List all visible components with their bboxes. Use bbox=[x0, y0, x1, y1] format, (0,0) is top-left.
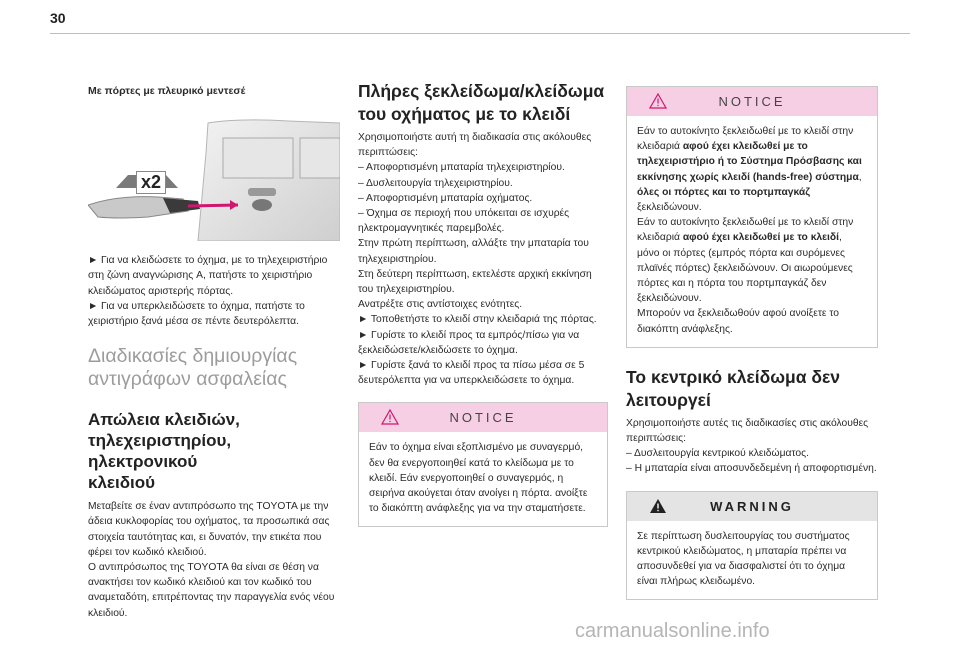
text: Εάν το αυτοκίνητο ξεκλειδωθεί με το κλειδί στην κλειδαριά bbox=[637, 126, 854, 153]
page-number: 30 bbox=[50, 10, 66, 26]
column-middle bbox=[358, 80, 608, 527]
warning-triangle-icon bbox=[381, 409, 399, 425]
heading-line: Απώλεια κλειδιών, bbox=[88, 410, 240, 430]
paragraph-dealer-recover: Ο αντιπρόσωπος της TOYOTA θα είναι σε θέση να ανακτήσει τον κωδικό κλειδιού και τον κωδικό του αναμεταδότη, επιτρέποντας την παραγγελία ενός νέου κλειδιού. bbox=[88, 562, 335, 619]
line: – Η μπαταρία είναι αποσυνδεδεμένη ή αποφορτισμένη. bbox=[626, 463, 877, 475]
line: Χρησιμοποιήστε αυτές τις διαδικασίες στις ακόλουθες περιπτώσεις: bbox=[626, 417, 869, 445]
warning-box bbox=[626, 491, 878, 601]
heading-full-unlock bbox=[358, 80, 608, 126]
line: – Αποφορτισμένη μπαταρία οχήματος. bbox=[358, 192, 533, 204]
line: ► Γυρίστε το κλειδί προς τα εμπρός/πίσω για να ξεκλειδώσετε/κλειδώσετε το όχημα. bbox=[358, 329, 580, 356]
van-door-illustration bbox=[88, 113, 340, 241]
notice-title: NOTICE bbox=[449, 410, 517, 426]
heading-line: Το κεντρικό κλείδωμα δεν bbox=[626, 366, 840, 387]
heading-line: κλειδιού bbox=[88, 473, 156, 493]
heading-central-locking bbox=[626, 366, 878, 412]
heading-line: του οχήματος με το κλειδί bbox=[358, 104, 571, 124]
notice-box-unlock bbox=[626, 86, 878, 348]
warning-triangle-icon bbox=[649, 93, 667, 109]
line: – Όχημα σε περιοχή που υπόκειται σε ισχυρές ηλεκτρομαγνητικές παρεμβολές. bbox=[358, 208, 570, 235]
line: – Δυσλειτουργία κεντρικού κλειδώματος. bbox=[626, 448, 809, 460]
notice-title: NOTICE bbox=[718, 94, 786, 109]
line: ► Τοποθετήστε το κλειδί στην κλειδαριά της πόρτας. bbox=[358, 314, 597, 326]
notice-box-alarm bbox=[358, 402, 608, 527]
line: Στην πρώτη περίπτωση, αλλάξτε την μπαταρία του τηλεχειριστηρίου. bbox=[358, 238, 589, 265]
subtitle-side-hinged: Με πόρτες με πλευρικό μεντεσέ bbox=[88, 85, 246, 97]
column-right bbox=[626, 80, 878, 600]
heading-lost-keys bbox=[88, 409, 340, 493]
heading-line: τηλεχειριστηρίου, ηλεκτρονικού bbox=[88, 431, 232, 472]
line: Στη δεύτερη περίπτωση, εκτελέστε αρχική εκκίνηση του τηλεχειριστηρίου. bbox=[358, 268, 592, 296]
line: – Αποφορτισμένη μπαταρία τηλεχειριστηρίου. bbox=[358, 162, 565, 174]
step-lock: ► Για να κλειδώσετε το όχημα, με το τηλεχειριστήριο στη ζώνη αναγνώρισης A, πατήστε το χειριστήριο κλειδώματος αριστερής πόρτας. bbox=[88, 255, 328, 297]
notice-header bbox=[627, 87, 877, 116]
watermark: carmanualsonline.info bbox=[575, 620, 770, 642]
notice-paragraph-3: Μπορούν να ξεκλειδωθούν αφού ανοίξετε το διακόπτη ανάφλεξης. bbox=[637, 308, 840, 335]
figure-label: x2 bbox=[136, 171, 166, 194]
bold-text: αφού έχει κλειδωθεί με το κλειδί bbox=[682, 232, 840, 244]
notice-paragraph-2 bbox=[637, 215, 867, 306]
notice-paragraph-1 bbox=[637, 124, 867, 215]
notice-text: Εάν το όχημα είναι εξοπλισμένο με συναγερμό, δεν θα ενεργοποιηθεί κατά το κλείδωμα με το κλειδί. Εάν ενεργοποιηθεί ο συναγερμός, η σειρήνα ακούγεται όταν ανοίγει η πόρτα. ανοίξτε το διακόπτη ανάφλεξης για να την σταματήσετε. bbox=[369, 442, 588, 515]
heading-line: λειτουργεί bbox=[626, 389, 711, 410]
key-fob-figure bbox=[88, 113, 340, 241]
header-rule bbox=[50, 33, 910, 34]
line: – Δυσλειτουργία τηλεχειριστηρίου. bbox=[358, 177, 513, 189]
section-title-line2: αντιγράφων ασφαλείας bbox=[88, 368, 287, 391]
line: Χρησιμοποιήστε αυτή τη διαδικασία στις ακόλουθες περιπτώσεις: bbox=[358, 132, 592, 159]
warning-text: Σε περίπτωση δυσλειτουργίας του συστήματος κεντρικού κλειδώματος, η μπαταρία πρέπει να αποσυνδεθεί για να διασφαλιστεί ότι το όχημα είναι πλήρως κλειδωμένο. bbox=[637, 530, 850, 588]
text: ξεκλειδώνουν. bbox=[637, 202, 702, 214]
heading-line: Πλήρες ξεκλείδωμα/κλείδωμα bbox=[358, 81, 605, 101]
warning-triangle-icon bbox=[649, 498, 667, 514]
line: ► Γυρίστε ξανά το κλειδί προς τα πίσω μέσα σε 5 δευτερόλεπτα για να υπερκλειδώσετε το όχημα. bbox=[358, 360, 585, 387]
section-title-backup bbox=[88, 345, 340, 391]
text: , bbox=[858, 171, 862, 183]
notice-header bbox=[359, 403, 607, 432]
line: Ανατρέξτε στις αντίστοιχες ενότητες. bbox=[358, 299, 523, 311]
step-deadlock: ► Για να υπερκλειδώσετε το όχημα, πατήστε το χειριστήριο ξανά μέσα σε πέντε δευτερόλεπτα. bbox=[88, 300, 305, 328]
bold-text: όλες οι πόρτες και το πορτμπαγκάζ bbox=[637, 186, 810, 198]
warning-header bbox=[627, 492, 877, 521]
text: , μόνο οι πόρτες (εμπρός πόρτα και συρόμενες πλαϊνές πόρτες) ξεκλειδώνουν. Οι αιωρούμενες πόρτες και η πόρτα του πορτμπαγκάζ δεν ξεκλειδώνουν. bbox=[637, 232, 853, 305]
warning-title: WARNING bbox=[710, 498, 794, 514]
column-left bbox=[88, 80, 340, 621]
section-title-line1: Διαδικασίες δημιουργίας bbox=[88, 345, 298, 368]
bold-text: αφού έχει κλειδωθεί με το τηλεχειριστήριο ή το Σύστημα Πρόσβασης και εκκίνησης χωρίς κλειδί (hands-free) σύστημα bbox=[637, 141, 862, 183]
text: Εάν το αυτοκίνητο ξεκλειδωθεί με το κλειδί στην κλειδαριά bbox=[637, 217, 854, 244]
paragraph-dealer: Μεταβείτε σε έναν αντιπρόσωπο της TOYOTA με την άδεια κυκλοφορίας του οχήματος, τα προσωπικά σας στοιχεία ταυτότητας και, ει δυνατόν, την ετικέτα που φέρει τον κωδικό κλειδιού. bbox=[88, 501, 330, 558]
